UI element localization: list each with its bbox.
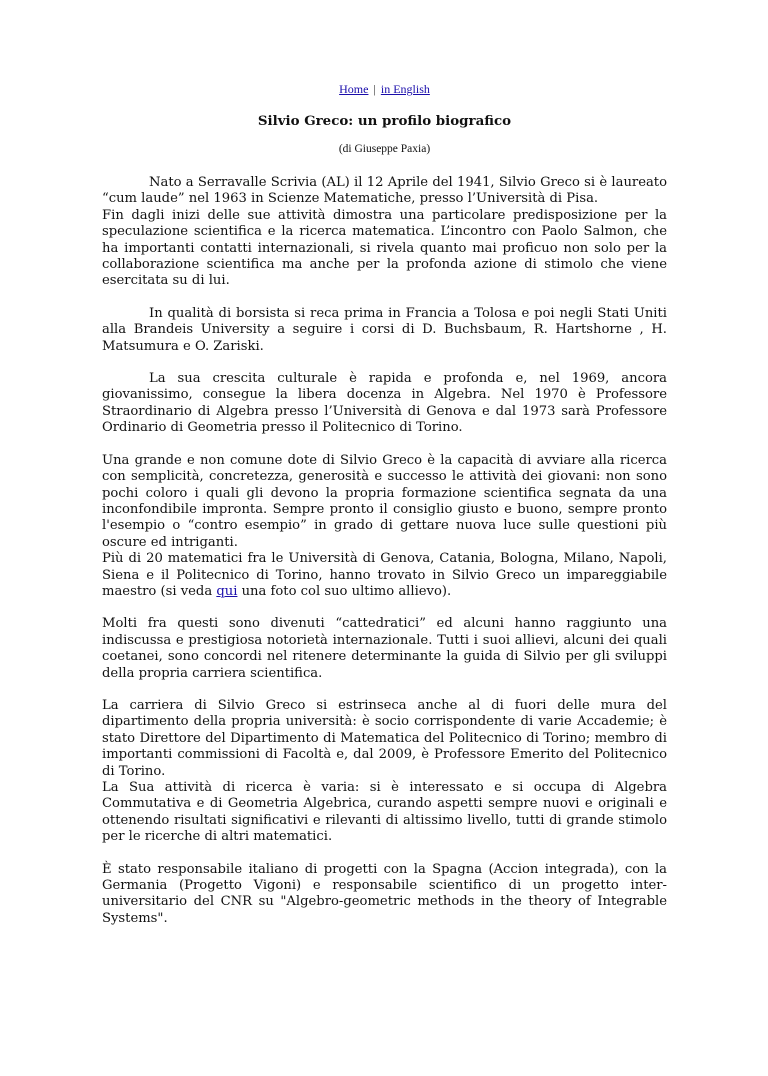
paragraph-academic-growth: La sua crescita culturale è rapida e profonda e, nel 1969, ancora giovanissimo, consegue la libera docenza in Algebra. Nel 1970 è Professore Straordinario di Algebra presso l’Università di Genova e dal 1973 sarà Professore Ordinario di Geometria presso il Politecnico di Torino. xyxy=(102,371,667,436)
paragraph-students-success: Molti fra questi sono divenuti “cattedratici” ed alcuni hanno raggiunto una indiscussa e prestigiosa notorietà internazionale. Tutti i suoi allievi, alcuni dei quali coetanei, sono concordi nel ritenere determinante la guida di Silvio per gli sviluppi della propria carriera scientifica. xyxy=(102,616,667,681)
author-byline: (di Giuseppe Paxia) xyxy=(338,143,431,155)
paragraph-birth-education: Nato a Serravalle Scrivia (AL) il 12 Aprile del 1941, Silvio Greco si è laureato “cum laude” nel 1963 in Scienze Matematiche, presso l’Università di Pisa. xyxy=(102,175,667,207)
english-link[interactable]: in English xyxy=(380,82,430,96)
nav-separator: | xyxy=(373,82,376,96)
paragraph-early-research: Fin dagli inizi delle sue attività dimostra una particolare predisposizione per la speculazione scientifica e la ricerca matematica. L’incontro con Paolo Salmon, che ha importanti contatti internazionali, si rivela quanto mai proficuo non solo per la collaborazione scientifica ma anche per la profonda azione di stimolo che viene esercitata su di lui. xyxy=(102,207,667,289)
paragraph-career: La carriera di Silvio Greco si estrinseca anche al di fuori delle mura del dipartimento della propria università: è socio corrispondente di varie Accademie; è stato Direttore del Dipartimento di Matematica del Politecnico di Torino; membro di importanti commissioni di Facoltà e, dal 2009, è Professore Emerito del Politecnico di Torino. xyxy=(102,697,667,779)
photo-link[interactable]: qui xyxy=(216,583,238,599)
paragraph-projects: È stato responsabile italiano di progetti con la Spagna (Accion integrada), con la Germania (Progetto Vigoni) e responsabile scientifico di un progetto inter-universitario del CNR su "Algebro-geometric methods in the theory of Integrable Systems". xyxy=(102,861,667,926)
paragraph-scholarship: In qualità di borsista si reca prima in Francia a Tolosa e poi negli Stati Uniti alla Brandeis University a seguire i corsi di D. Buchsbaum, R. Hartshorne , H. Matsumura e O. Zariski. xyxy=(102,305,667,354)
page-title: Silvio Greco: un profilo biografico xyxy=(257,113,512,129)
paragraph-mentoring: Una grande e non comune dote di Silvio Greco è la capacità di avviare alla ricerca con semplicità, concretezza, generosità e successo le attività dei giovani: non sono pochi coloro i quali gli devono la propria formazione scientifica segnata da una inconfondibile impronta. Sempre pronto il consiglio giusto e buono, sempre pronto l'esempio o “contro esempio” in grado di gettare nuova luce sulle questioni più oscure ed intriganti. xyxy=(102,452,667,550)
document-page xyxy=(0,82,768,927)
students-text-before: Più di 20 matematici fra le Università di Genova, Catania, Bologna, Milano, Napoli, Siena e il Politecnico di Torino, hanno trovato in Silvio Greco un impareggiabile maestro (si veda xyxy=(102,551,667,599)
top-navigation xyxy=(102,82,667,98)
students-text-after: una foto col suo ultimo allievo). xyxy=(237,583,452,599)
home-link[interactable]: Home xyxy=(339,82,369,96)
biography-body xyxy=(102,175,667,927)
paragraph-students xyxy=(102,551,667,600)
paragraph-research-activity: La Sua attività di ricerca è varia: si è interessato e si occupa di Algebra Commutativa e di Geometria Algebrica, curando aspetti sempre nuovi e originali e ottenendo risultati significativi e rilevanti di altissimo livello, tutti di grande stimolo per le ricerche di altri matematici. xyxy=(102,780,667,845)
